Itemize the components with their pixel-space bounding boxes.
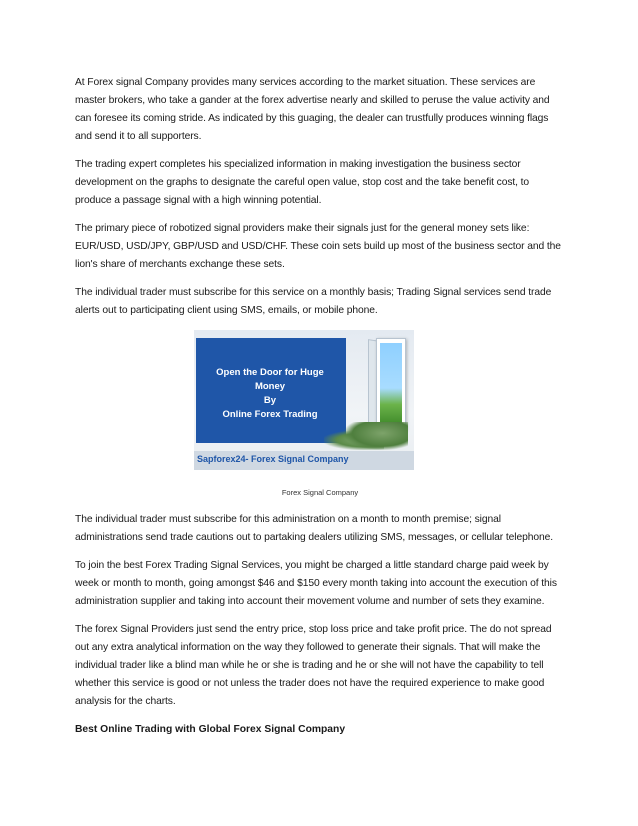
- promo-line-1: Open the Door for Huge Money: [216, 367, 324, 392]
- promo-figure: [194, 330, 414, 470]
- promo-line-2: By: [263, 395, 277, 406]
- promo-banner-image: [194, 330, 414, 470]
- document-content: [75, 74, 565, 739]
- promo-board-text: [200, 366, 340, 422]
- money-pile-graphic: [344, 422, 408, 450]
- promo-footer-bar: [194, 451, 414, 470]
- paragraph-subscription: The individual trader must subscribe for this service on a monthly basis; Trading Signal services send trade alerts out to participating client using SMS, emails, or mobile phone.: [75, 287, 552, 316]
- promo-footer-text: Sapforex24- Forex Signal Company: [197, 454, 349, 464]
- door-view-graphic: [380, 343, 402, 425]
- promo-board: [196, 338, 346, 443]
- section-heading: Best Online Trading with Global Forex Signal Company: [75, 724, 346, 735]
- paragraph-administration: The individual trader must subscribe for this administration on a month to month premise; signal administrations send trade cautions out to partaking dealers utilizing SMS, messages, or cellular telephone.: [75, 514, 553, 543]
- paragraph-pricing: To join the best Forex Trading Signal Services, you might be charged a little standard charge paid week by week or month to month, going amongst $46 and $150 every month taking into account the execution of this administration supplier and taking into account their movement volume and number of sets they examine.: [75, 560, 557, 607]
- paragraph-signal-providers: The forex Signal Providers just send the entry price, stop loss price and take profit price. The do not spread out any extra analytical information on the way they followed to generate their signals. That will make the individual trader like a blind man while he or she is trading and he or she will not have the capability to tell whether this service is good or not unless the trader does not have the required experience to make good analysis for the charts.: [75, 624, 552, 707]
- open-door-graphic: [376, 338, 406, 430]
- paragraph-currency-pairs: The primary piece of robotized signal providers make their signals just for the general money sets like: EUR/USD, USD/JPY, GBP/USD and USD/CHF. These coin sets build up most of the business sector and the lion's share of merchants exchange these sets.: [75, 223, 561, 270]
- figure-caption: Forex Signal Company: [281, 488, 359, 497]
- paragraph-trading-expert: The trading expert completes his specialized information in making investigation the business sector development on the graphs to designate the careful open value, stop cost and the take benefit cost, to produce a passage signal with a high winning potential.: [75, 159, 530, 206]
- promo-line-3: Online Forex Trading: [222, 409, 318, 420]
- paragraph-intro: At Forex signal Company provides many services according to the market situation. These services are master brokers, who take a gander at the forex advertise nearly and skilled to peruse the value activity and can foresee its coming stride. As indicated by this guaging, the dealer can trustfully produces winning flags and send it to all supporters.: [75, 77, 550, 142]
